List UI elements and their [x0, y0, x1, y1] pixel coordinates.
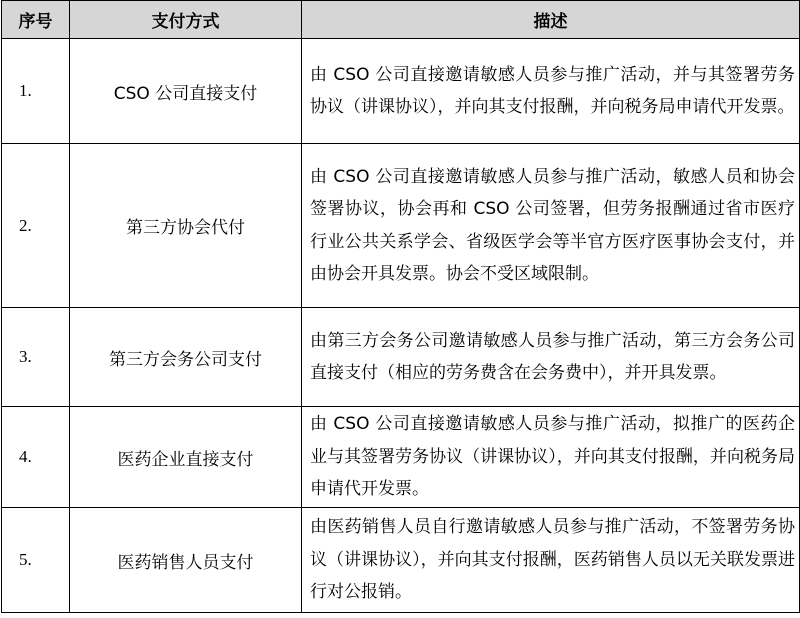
row-index: 4. — [2, 407, 70, 508]
row-method: 第三方协会代付 — [70, 144, 302, 308]
table-row — [2, 508, 800, 613]
table-row — [2, 407, 800, 508]
row-method: 医药销售人员支付 — [70, 508, 302, 613]
row-method: CSO 公司直接支付 — [70, 39, 302, 144]
header-index: 序号 — [2, 1, 70, 39]
row-index: 5. — [2, 508, 70, 613]
table-row — [2, 144, 800, 308]
row-description: 由 CSO 公司直接邀请敏感人员参与推广活动，敏感人员和协会签署协议，协会再和 CSO 公司签署，但劳务报酬通过省市医疗行业公共关系学会、省级医学会等半官方医疗医事协会支付，并由协会开具发票。协会不受区域限制。 — [302, 144, 800, 308]
row-index: 3. — [2, 308, 70, 407]
payment-methods-table — [1, 0, 800, 613]
header-method: 支付方式 — [70, 1, 302, 39]
table-row — [2, 39, 800, 144]
header-description: 描述 — [302, 1, 800, 39]
row-index: 2. — [2, 144, 70, 308]
row-description: 由第三方会务公司邀请敏感人员参与推广活动，第三方会务公司直接支付（相应的劳务费含在会务费中），并开具发票。 — [302, 308, 800, 407]
row-description: 由医药销售人员自行邀请敏感人员参与推广活动，不签署劳务协议（讲课协议），并向其支付报酬，医药销售人员以无关联发票进行对公报销。 — [302, 508, 800, 613]
table-row — [2, 308, 800, 407]
row-method: 第三方会务公司支付 — [70, 308, 302, 407]
row-description: 由 CSO 公司直接邀请敏感人员参与推广活动，拟推广的医药企业与其签署劳务协议（讲课协议），并向其支付报酬，并向税务局申请代开发票。 — [302, 407, 800, 508]
row-index: 1. — [2, 39, 70, 144]
row-method: 医药企业直接支付 — [70, 407, 302, 508]
row-description: 由 CSO 公司直接邀请敏感人员参与推广活动，并与其签署劳务协议（讲课协议），并向其支付报酬，并向税务局申请代开发票。 — [302, 39, 800, 144]
header-row — [2, 1, 800, 39]
